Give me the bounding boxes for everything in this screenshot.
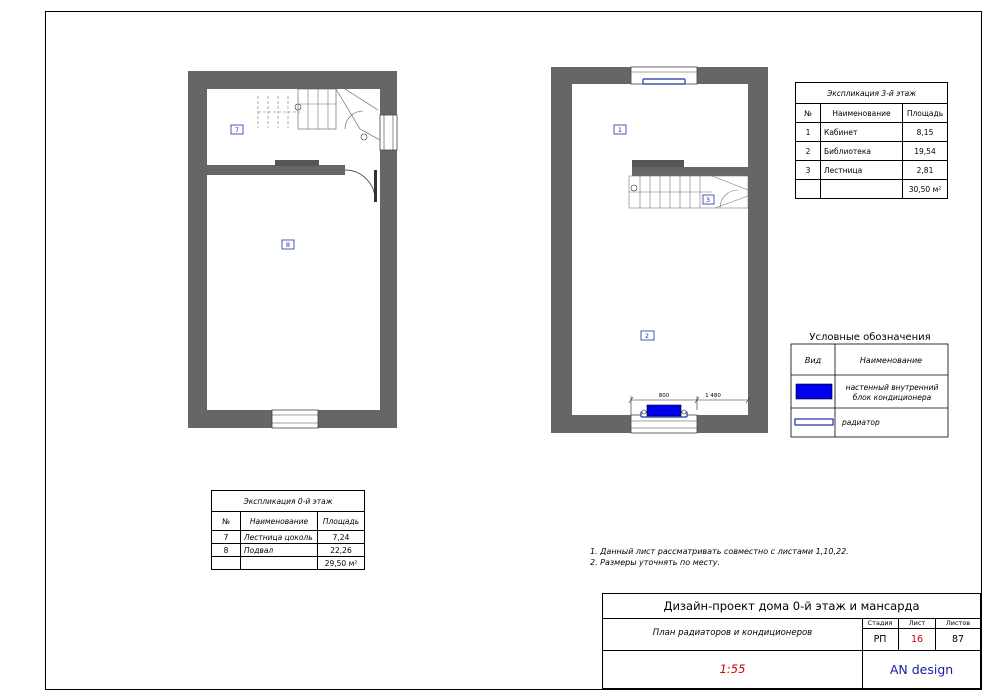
cell-area: 8,15 [903, 123, 948, 142]
sheets-total: 87 [936, 629, 980, 651]
cell-no: 3 [796, 161, 821, 180]
cell-no: 2 [796, 142, 821, 161]
stage-value: РП [862, 629, 899, 651]
cell-name: Кабинет [821, 123, 903, 142]
col-header: Наименование [821, 104, 903, 123]
col-header: Площадь [318, 512, 365, 531]
col-header: Наименование [241, 512, 318, 531]
cell-total: 30,50 м² [903, 180, 948, 199]
staircase [629, 176, 748, 208]
legend-title: Условные обозначения [809, 332, 931, 343]
stair-wall [632, 167, 748, 176]
dimension-value: 800 [658, 393, 670, 399]
legend-col-name: Наименование [859, 356, 923, 365]
table-title: Экспликация 0-й этаж [212, 491, 365, 512]
cell-no: 1 [796, 123, 821, 142]
sheet-title: План радиаторов и кондиционеров [603, 618, 863, 651]
ac-unit [647, 405, 681, 416]
room-tag-label: 2 [644, 332, 650, 340]
table-row [212, 544, 365, 557]
legend-item-radiator: радиатор [842, 418, 880, 427]
col-header: Площадь [903, 104, 948, 123]
radiator-top [643, 79, 685, 84]
floor-plan-level-3 [551, 67, 768, 433]
table-row [212, 531, 365, 544]
room-tag-label: 1 [617, 126, 623, 134]
col-header: № [796, 104, 821, 123]
explication-table-level-3 [795, 82, 948, 199]
cell-name: Лестница цоколь [241, 531, 318, 544]
dimension-value: 1 480 [705, 393, 721, 399]
stage-label: Стадия [862, 618, 899, 629]
cell-area: 7,24 [318, 531, 365, 544]
scale: 1:55 [603, 651, 863, 688]
project-title: Дизайн-проект дома 0-й этаж и мансарда [603, 594, 980, 619]
legend-col-view: Вид [804, 356, 822, 365]
cell-area: 2,81 [903, 161, 948, 180]
table-total-row [796, 180, 948, 199]
window-bottom [631, 415, 697, 433]
cell-area: 19,54 [903, 142, 948, 161]
walls [551, 67, 768, 433]
cell-name: Подвал [241, 544, 318, 557]
walls [188, 71, 397, 428]
room-tag-label: 8 [285, 241, 291, 249]
table-row [796, 142, 948, 161]
staircase [258, 89, 380, 140]
window-right [380, 115, 397, 150]
room-tag-label: 3 [705, 196, 711, 204]
note-line: 2. Размеры уточнять по месту. [590, 558, 720, 567]
cell-name: Библиотека [821, 142, 903, 161]
table-row [796, 161, 948, 180]
door-swing [345, 170, 375, 200]
cell-no: 7 [212, 531, 241, 544]
table-title: Экспликация 3-й этаж [796, 83, 948, 104]
cell-name: Лестница [821, 161, 903, 180]
sheets-label: Листов [936, 618, 980, 629]
cell-area: 22,26 [318, 544, 365, 557]
table-row [796, 123, 948, 142]
room-tag-label: 7 [234, 126, 240, 134]
floor-plan-level-0 [188, 71, 397, 428]
title-block [602, 593, 981, 689]
note-line: 1. Данный лист рассматривать совместно с листами 1,10,22. [590, 547, 849, 556]
sheet-label: Лист [899, 618, 936, 629]
partition [207, 165, 345, 175]
cell-no: 8 [212, 544, 241, 557]
cell-total: 29,50 м² [318, 557, 365, 570]
legend-ac-swatch [796, 384, 832, 399]
legend-radiator-swatch [795, 419, 833, 425]
col-header: № [212, 512, 241, 531]
explication-table-level-0 [211, 490, 365, 570]
company-name: AN design [889, 662, 954, 677]
legend-item-ac: настенный внутренний блок кондиционера [845, 383, 939, 402]
sheet-number: 16 [899, 629, 936, 651]
table-total-row [212, 557, 365, 570]
window-bottom [272, 410, 318, 428]
notes [590, 546, 849, 568]
